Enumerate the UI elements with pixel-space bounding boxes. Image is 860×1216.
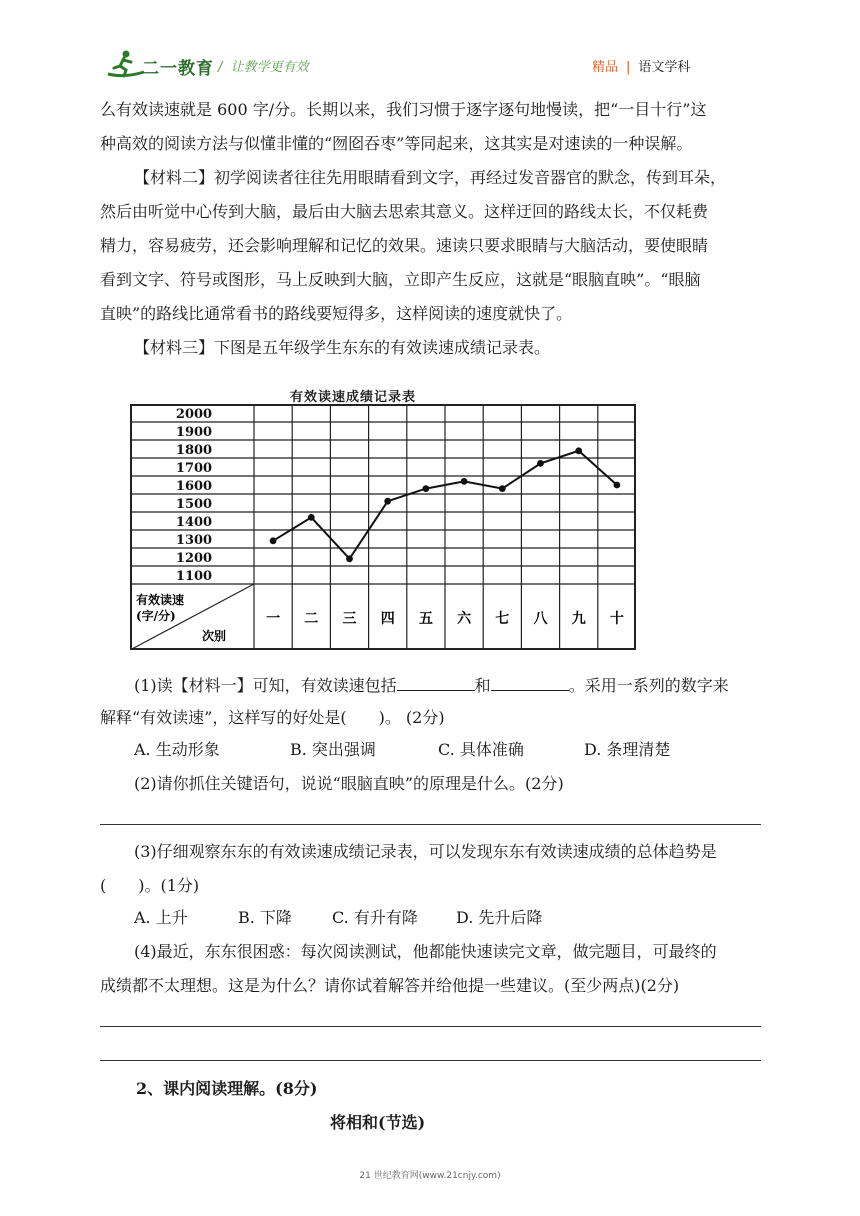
material-three-line: 【材料三】下图是五年级学生东东的有效读速成绩记录表。 xyxy=(134,338,551,357)
option-d[interactable]: D. 条理清楚 xyxy=(584,740,671,759)
category-label: 一 xyxy=(266,611,281,627)
y-tick-label: 1900 xyxy=(175,425,213,440)
option-b[interactable]: B. 突出强调 xyxy=(290,740,376,759)
data-point xyxy=(423,485,430,492)
category-label: 四 xyxy=(380,611,395,627)
data-point xyxy=(499,485,506,492)
page-footer: 21 世纪教育网(www.21cnjy.com) xyxy=(359,1171,501,1181)
question-1: (1)读【材料一】可知，有效读速包括 和 。采用一系列的数字来 xyxy=(134,676,729,695)
header-slogan: / 让教学更有效 xyxy=(218,60,309,75)
quality-badge: 精品 xyxy=(592,60,619,75)
section-2-subtitle: 将相和(节选) xyxy=(330,1113,426,1132)
data-point xyxy=(384,498,391,505)
subject-label: 语文学科 xyxy=(638,60,691,75)
question-4-line-2: 成绩都不太理想。这是为什么？请你试着解答并给他提一些建议。(至少两点)(2分) xyxy=(100,976,680,995)
y-tick-label: 2000 xyxy=(175,407,213,422)
y-tick-label: 1100 xyxy=(175,569,213,584)
option-d[interactable]: D. 先升后降 xyxy=(456,908,543,927)
y-tick-label: 1400 xyxy=(175,515,213,530)
y-tick-label: 1500 xyxy=(175,497,213,512)
header-right: 精品 | 语文学科 xyxy=(592,60,691,75)
category-label: 三 xyxy=(342,611,357,627)
material-two-line: 看到文字、符号或图形，马上反映到大脑，立即产生反应，这就是“眼脑直映”。“眼脑 xyxy=(100,270,701,289)
category-label: 二 xyxy=(304,611,319,627)
answer-line[interactable] xyxy=(100,1026,761,1027)
y-tick-label: 1300 xyxy=(175,533,213,548)
category-label: 六 xyxy=(457,611,472,627)
data-point xyxy=(308,514,315,521)
option-a[interactable]: A. 生动形象 xyxy=(134,740,220,759)
question-3-line-2: ( )。(1分) xyxy=(100,876,200,895)
data-point xyxy=(461,478,468,485)
answer-blank-1[interactable] xyxy=(397,674,475,691)
category-label: 七 xyxy=(495,611,510,627)
data-point xyxy=(614,482,621,489)
answer-blank-2[interactable] xyxy=(491,674,569,691)
corner-label-bottom: 次别 xyxy=(202,629,227,643)
data-point xyxy=(537,460,544,467)
material-two-line: 【材料二】初学阅读者往往先用眼睛看到文字，再经过发音器官的默念，传到耳朵， xyxy=(134,168,727,187)
y-tick-label: 1800 xyxy=(175,443,213,458)
material-two-line: 然后由听觉中心传到大脑，最后由大脑去思索其意义。这样迂回的路线太长，不仅耗费 xyxy=(100,202,709,221)
option-c[interactable]: C. 有升有降 xyxy=(332,908,418,927)
material-two-line: 直映”的路线比通常看书的路线要短得多，这样阅读的速度就快了。 xyxy=(100,304,573,323)
answer-line[interactable] xyxy=(100,824,761,825)
answer-line[interactable] xyxy=(100,1060,761,1061)
question-2: (2)请你抓住关键语句，说说“眼脑直映”的原理是什么。(2分) xyxy=(134,774,564,793)
y-tick-label: 1600 xyxy=(175,479,213,494)
question-3: (3)仔细观察东东的有效读速成绩记录表，可以发现东东有效读速成绩的总体趋势是 xyxy=(134,842,717,861)
category-label: 五 xyxy=(418,611,433,627)
chart-title: 有效读速成绩记录表 xyxy=(290,390,417,405)
question-1-line-2: 解释“有效读速”，这样写的好处是( )。 (2分) xyxy=(100,708,445,727)
option-a[interactable]: A. 上升 xyxy=(134,908,188,927)
material-two-line: 精力，容易疲劳，还会影响理解和记忆的效果。速读只要求眼睛与大脑活动，要使眼睛 xyxy=(100,236,709,255)
question-4: (4)最近，东东很困惑：每次阅读测试，他都能快速读完文章，做完题目，可最终的 xyxy=(134,942,717,961)
category-label: 十 xyxy=(609,611,624,627)
y-tick-label: 1700 xyxy=(175,461,213,476)
data-point xyxy=(575,447,582,454)
paragraph-line: 么有效读速就是 600 字/分。长期以来，我们习惯于逐字逐句地慢读，把“一目十行”这 xyxy=(100,100,707,119)
section-2-title: 2、课内阅读理解。(8分) xyxy=(136,1079,318,1098)
corner-label-top: 有效读速 xyxy=(136,593,185,607)
option-b[interactable]: B. 下降 xyxy=(238,908,292,927)
category-label: 八 xyxy=(533,611,548,627)
logo-text: 二一教育 xyxy=(142,59,214,79)
option-c[interactable]: C. 具体准确 xyxy=(438,740,524,759)
reading-speed-chart xyxy=(130,404,636,650)
category-label: 九 xyxy=(571,611,586,627)
data-point xyxy=(346,555,353,562)
paragraph-line: 种高效的阅读方法与似懂非懂的“囫囵吞枣”等同起来，这其实是对速读的一种误解。 xyxy=(100,134,693,153)
data-point xyxy=(270,537,277,544)
y-tick-label: 1200 xyxy=(175,551,213,566)
corner-label-unit: (字/分) xyxy=(136,609,176,623)
